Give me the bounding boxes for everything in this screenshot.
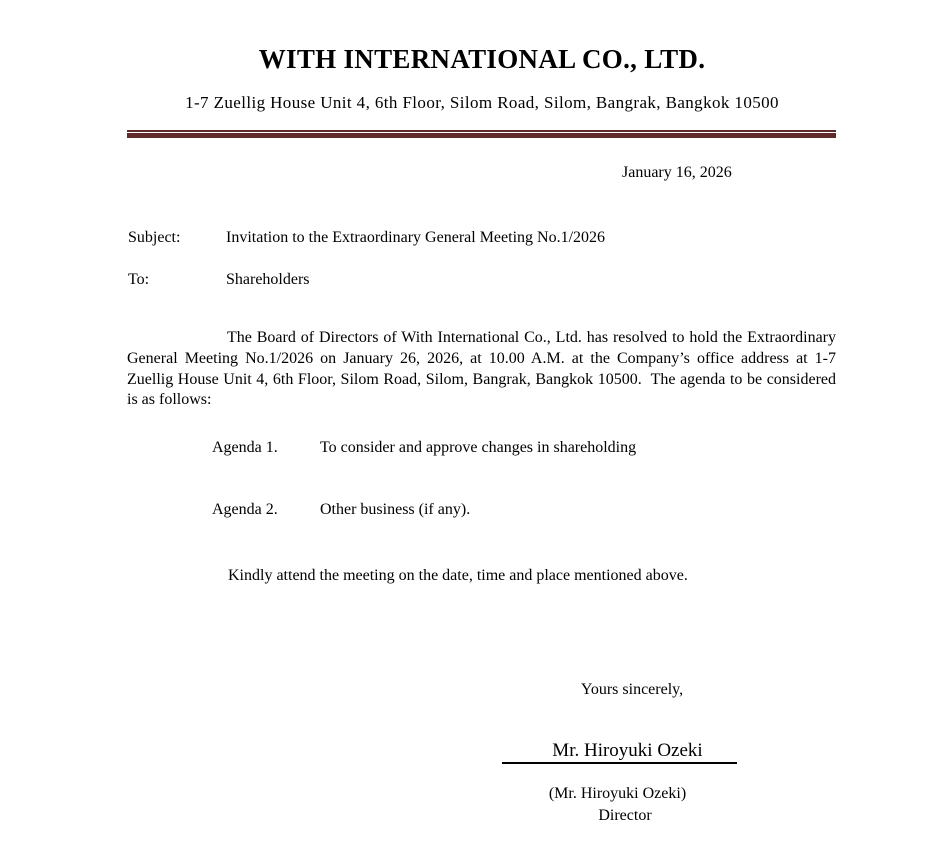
to-value: Shareholders [226,271,310,288]
header-divider-rule [127,130,836,138]
agenda-2-label: Agenda 2. [212,501,278,518]
subject-row [0,227,926,248]
agenda-2-text: Other business (if any). [320,501,471,518]
signatory-name-printed: (Mr. Hiroyuki Ozeki) [548,785,687,802]
company-address: 1-7 Zuellig House Unit 4, 6th Floor, Silom Road, Silom, Bangrak, Bangkok 10500 [185,93,779,112]
attendance-note: Kindly attend the meeting on the date, time and place mentioned above. [228,567,688,584]
subject-value: Invitation to the Extraordinary General Meeting No.1/2026 [226,229,606,246]
body-paragraph: The Board of Directors of With International Co., Ltd. has resolved to hold the Extraordinary General Meeting No.1/2026 on January 26, 2026, at 10.00 A.M. at the Company’s office address at 1-7 Zuellig House Unit 4, 6th Floor, Silom Road, Silom, Bangrak, Bangkok 10500. The agenda to be considered is as follows: [127,329,836,409]
signatory-title: Director [598,807,652,824]
sign-off: Yours sincerely, [580,681,684,698]
agenda-item-2 [0,499,926,520]
agenda-item-1 [0,437,926,458]
subject-label: Subject: [128,229,181,246]
agenda-1-text: To consider and approve changes in shareholding [320,439,637,456]
company-name: WITH INTERNATIONAL CO., LTD. [258,44,706,74]
signature-line [502,740,737,764]
to-label: To: [128,271,150,288]
to-row [0,269,926,290]
letter-date: January 16, 2026 [622,164,732,181]
agenda-1-label: Agenda 1. [212,439,278,456]
signatory-name: Mr. Hiroyuki Ozeki [552,740,703,761]
